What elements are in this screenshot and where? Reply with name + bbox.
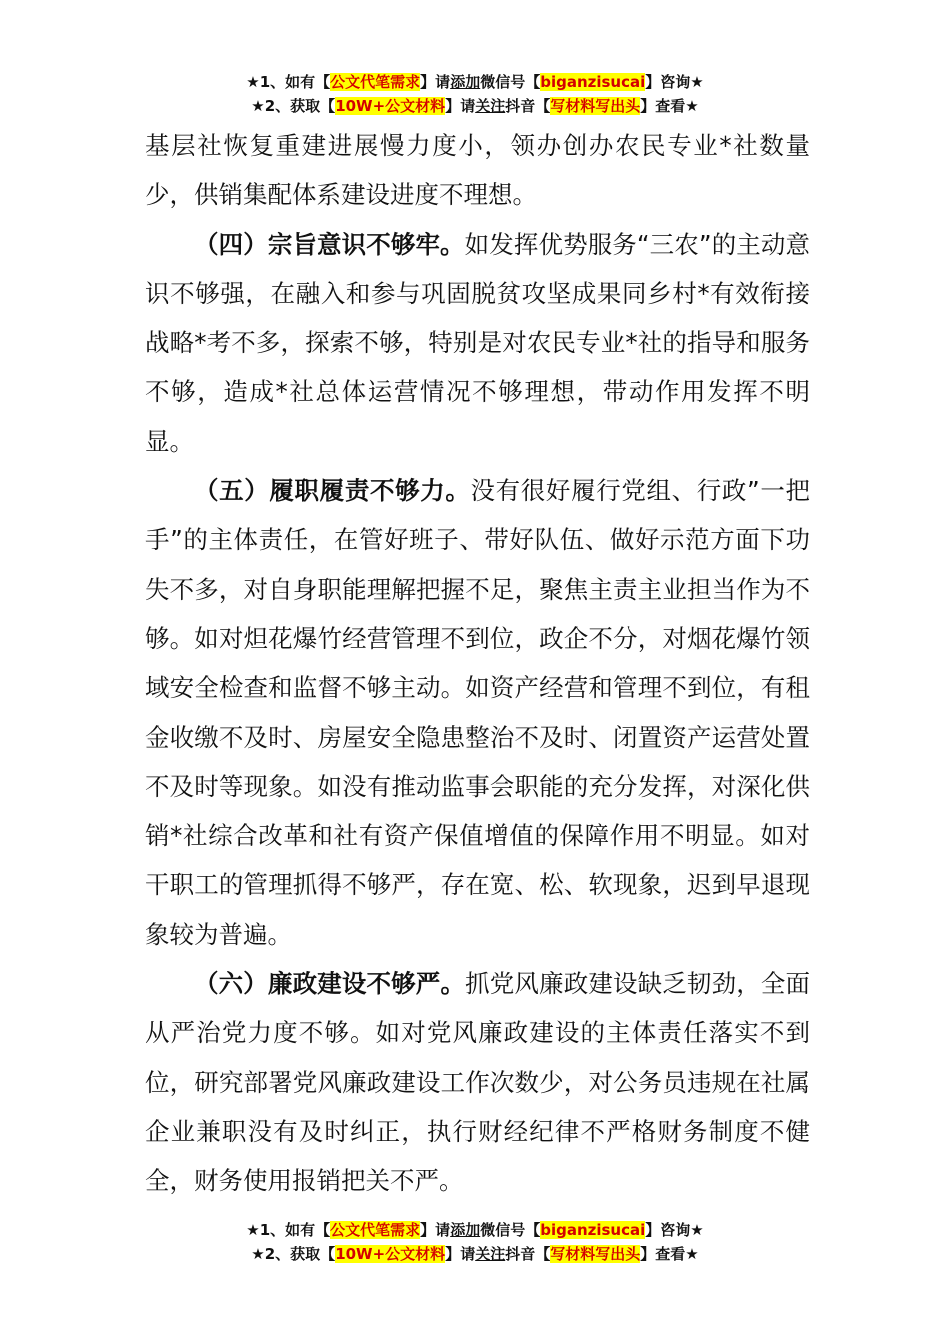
paragraph-continuation — [145, 121, 810, 220]
banner-wechat-id: biganzisucai — [540, 73, 646, 91]
banner-text: 】查看★ — [640, 97, 699, 115]
document-body — [145, 121, 810, 1206]
banner-text: 】请 — [420, 1221, 451, 1239]
banner-text: 】请 — [445, 97, 476, 115]
banner-text: ★2、获取【 — [251, 97, 336, 115]
banner-underlined-text: 添加 — [450, 73, 481, 91]
footer-banner — [0, 1218, 950, 1266]
banner-text: ★1、如有【 — [246, 1221, 331, 1239]
banner-underlined-text: 关注 — [475, 1245, 506, 1263]
banner-line-2 — [0, 94, 950, 118]
banner-text: ★1、如有【 — [246, 73, 331, 91]
banner-douyin-id: 写材料写出头 — [550, 1245, 641, 1263]
banner-text: ★2、获取【 — [251, 1245, 336, 1263]
banner-text: 微信号【 — [480, 73, 541, 91]
banner-text: 抖音【 — [505, 97, 551, 115]
banner-text: 抖音【 — [505, 1245, 551, 1263]
banner-wechat-id: biganzisucai — [540, 1221, 646, 1239]
banner-highlight: 公文代笔需求 — [330, 73, 421, 91]
banner-line-1 — [0, 1218, 950, 1242]
paragraph-section-4 — [145, 220, 810, 466]
banner-highlight: 公文代笔需求 — [330, 1221, 421, 1239]
banner-douyin-id: 写材料写出头 — [550, 97, 641, 115]
paragraph-section-6 — [145, 959, 810, 1205]
banner-text: 】请 — [445, 1245, 476, 1263]
banner-text: 】咨询★ — [645, 73, 704, 91]
banner-line-2 — [0, 1242, 950, 1266]
paragraph-text: 没有很好履行党组、行政”一把手”的主体责任，在管好班子、带好队伍、做好示范方面下功失不多，对自身职能理解把握不足，聚焦主责主业担当作为不够。如对炟花爆竹经营管理不到位，政企不分，对烟花爆竹领域安全检查和监督不够主动。如资产经营和管理不到位，有租金收缴不及时、房屋安全隐患整治不及时、闭置资产运营处置不及时等现象。如没有推动监事会职能的充分发挥，对深化供销*社综合改革和社有资产保值增值的保障作用不明显。如对干职工的管理抓得不够严，存在宽、松、软现象，迟到早退现象较为普遍。 — [145, 476, 810, 949]
header-banner — [0, 70, 950, 118]
banner-underlined-text: 添加 — [450, 1221, 481, 1239]
section-heading: （六）廉政建设不够严。 — [194, 969, 466, 999]
banner-text: 】查看★ — [640, 1245, 699, 1263]
banner-underlined-text: 关注 — [475, 97, 506, 115]
banner-text: 】咨询★ — [645, 1221, 704, 1239]
section-heading: （四）宗旨意识不够牢。 — [194, 229, 465, 259]
banner-line-1 — [0, 70, 950, 94]
paragraph-text: 抓党风廉政建设缺乏韧劲，全面从严治党力度不够。如对党风廉政建设的主体责任落实不到位，研究部署党风廉政建设工作次数少，对公务员违规在社属企业兼职没有及时纠正，执行财经纪律不严格财务制度不健全，财务使用报销把关不严。 — [145, 969, 811, 1196]
banner-text: 】请 — [420, 73, 451, 91]
paragraph-section-5 — [145, 466, 810, 959]
section-heading: （五）履职履责不够力。 — [194, 476, 471, 506]
banner-highlight: 10W+公文材料 — [335, 1245, 446, 1263]
paragraph-text: 如发挥优势服务“三农”的主动意识不够强，在融入和参与巩固脱贫攻坚成果同乡村*有效衔接战略*考不多，探索不够，特别是对农民专业*社的指导和服务不够，造成*社总体运营情况不够理想，带动作用发挥不明显。 — [145, 229, 811, 456]
paragraph-text: 基层社恢复重建进展慢力度小，领办创办农民专业*社数量少，供销集配体系建设进度不理想。 — [145, 131, 810, 210]
banner-text: 微信号【 — [480, 1221, 541, 1239]
banner-highlight: 10W+公文材料 — [335, 97, 446, 115]
